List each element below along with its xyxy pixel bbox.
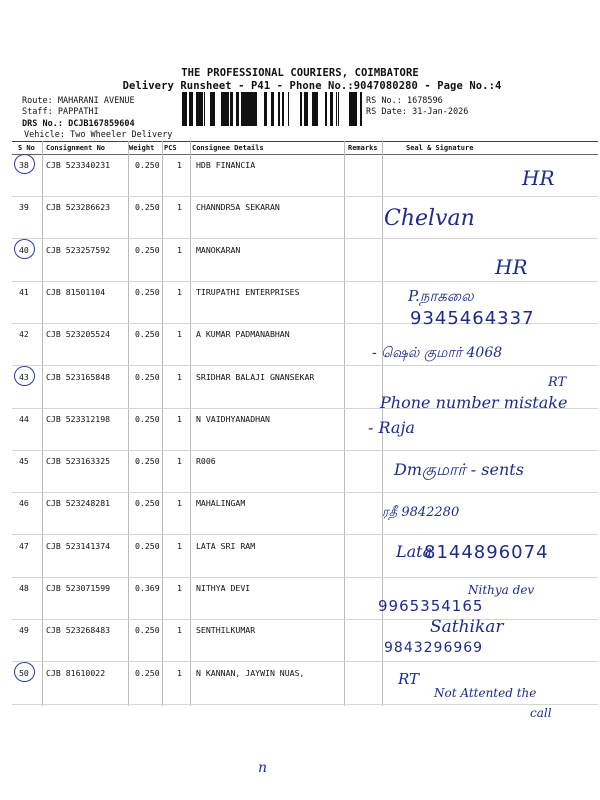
rs-no-label: RS No.:: [366, 96, 402, 106]
barcode-bar: [182, 92, 184, 126]
barcode-bar: [230, 92, 233, 126]
barcode-bar: [354, 92, 357, 126]
barcode-bar: [338, 92, 339, 126]
table-row: [12, 196, 598, 239]
col-consignment: Consignment No: [46, 144, 106, 152]
barcode-bar: [250, 92, 253, 126]
vehicle-value: Two Wheeler Delivery: [70, 130, 173, 140]
col-seal: Seal & Signature: [406, 144, 474, 152]
hw-row47-name: Lata: [396, 542, 433, 561]
table-row: [12, 619, 598, 662]
hw-row43-note: Phone number mistake: [380, 393, 568, 412]
hw-row49-name: Sathikar: [430, 617, 504, 637]
row-sno: 39: [19, 202, 29, 213]
table-row: [12, 366, 598, 409]
row-consignment-no: CJB 523141374: [46, 540, 111, 551]
barcode-bar: [351, 92, 352, 126]
barcode-bar: [204, 92, 205, 126]
row-consignment-no: CJB 81501104: [46, 286, 106, 297]
barcode-bar: [249, 92, 250, 126]
hw-row48-phone: 9965354165: [378, 597, 484, 615]
row-pcs: 1: [177, 625, 182, 636]
row-consignment-no: CJB 523163325: [46, 456, 111, 467]
barcode-bar: [186, 92, 187, 126]
row-consignment-no: CJB 523268483: [46, 625, 111, 636]
drs-value: DCJB167859604: [68, 119, 135, 129]
hw-row50-note-2: call: [530, 706, 552, 720]
row-pcs: 1: [177, 160, 182, 170]
row-consignee: SENTHILKUMAR: [196, 625, 256, 636]
barcode-bar: [283, 92, 284, 126]
table-row: [12, 154, 598, 197]
row-weight: 0.250: [135, 244, 160, 255]
hw-row41-phone: 9345464337: [410, 308, 535, 329]
row-sno: 40: [19, 244, 29, 255]
hw-row39: Chelvan: [384, 206, 475, 231]
rs-date-value: 31-Jan-2026: [412, 107, 469, 117]
staff-line: [22, 107, 99, 117]
rs-no-line: [366, 96, 443, 106]
route-value: MAHARANI AVENUE: [57, 96, 135, 106]
rs-date-line: [366, 107, 468, 117]
barcode-bar: [192, 92, 193, 126]
hw-row49-phone: 9843296969: [384, 640, 484, 656]
row-weight: 0.250: [135, 286, 160, 297]
barcode-bar: [360, 92, 361, 126]
route-label: Route:: [22, 96, 53, 106]
barcode-bar: [213, 92, 215, 126]
barcode-bar: [271, 92, 274, 126]
row-consignee: CHANNDR5A SEKARAN: [196, 202, 280, 213]
row-weight: 0.250: [135, 413, 160, 424]
row-pcs: 1: [177, 456, 182, 467]
row-consignee: TIRUPATHI ENTERPRISES: [196, 286, 300, 297]
barcode-bar: [201, 92, 203, 126]
hw-row38: HR: [522, 166, 555, 190]
row-consignment-no: CJB 523165848: [46, 371, 111, 382]
row-weight: 0.250: [135, 540, 160, 551]
company-title: THE PROFESSIONAL COURIERS, COIMBATORE: [181, 67, 419, 79]
table-row: [12, 535, 598, 578]
sno-circle-mark: [14, 662, 35, 682]
barcode: [182, 92, 362, 126]
barcode-bar: [288, 92, 289, 126]
barcode-bar: [198, 92, 201, 126]
row-sno: 50: [19, 667, 29, 678]
row-consignee: R006: [196, 456, 216, 467]
row-consignee: A KUMAR PADMANABHAN: [196, 329, 290, 340]
barcode-bar: [278, 92, 280, 126]
barcode-bar: [253, 92, 255, 126]
col-pcs: PCS: [164, 144, 177, 152]
hw-row48-name: Nithya dev: [468, 583, 535, 597]
barcode-bar: [352, 92, 354, 126]
row-sno: 41: [19, 286, 29, 297]
row-consignee: N VAIDHYANADHAN: [196, 413, 270, 424]
rs-date-label: RS Date:: [366, 107, 407, 117]
row-consignee: HDB FINANCIA: [196, 160, 256, 170]
barcode-bar: [315, 92, 318, 126]
row-pcs: 1: [177, 413, 182, 424]
drs-label: DRS No.:: [22, 119, 63, 129]
barcode-bar: [189, 92, 192, 126]
table-row: [12, 323, 598, 366]
row-weight: 0.250: [135, 625, 160, 636]
barcode-bar: [282, 92, 283, 126]
row-sno: 47: [19, 540, 29, 551]
row-pcs: 1: [177, 667, 182, 678]
sno-circle-mark: [14, 366, 35, 386]
hw-row44: - Raja: [368, 418, 415, 437]
hw-row42: - ஷெல் குமார் 4068: [372, 345, 503, 361]
row-weight: 0.250: [135, 160, 160, 170]
barcode-bar: [361, 92, 362, 126]
barcode-bar: [223, 92, 226, 126]
hw-row46: ரதீ 9842280: [382, 505, 460, 520]
row-sno: 45: [19, 456, 29, 467]
row-pcs: 1: [177, 286, 182, 297]
row-sno: 38: [19, 160, 29, 170]
table-row: [12, 450, 598, 493]
hw-row50-note: Not Attented the: [434, 686, 537, 700]
row-consignee: MAHALINGAM: [196, 498, 246, 509]
row-pcs: 1: [177, 202, 182, 213]
row-sno: 42: [19, 329, 29, 340]
row-consignment-no: CJB 523071599: [46, 583, 111, 593]
barcode-bar: [241, 92, 243, 126]
row-weight: 0.250: [135, 498, 160, 509]
barcode-bar: [196, 92, 198, 126]
row-consignment-no: CJB 81610022: [46, 667, 106, 678]
row-pcs: 1: [177, 329, 182, 340]
barcode-bar: [243, 92, 246, 126]
hw-row41-name: P.நாகலை: [408, 287, 474, 305]
drs-line: [22, 119, 135, 129]
table-row: [12, 239, 598, 282]
barcode-bar: [221, 92, 223, 126]
hw-row50-initials: RT: [398, 670, 420, 688]
barcode-bar: [236, 92, 239, 126]
row-pcs: 1: [177, 371, 182, 382]
runsheet-title: Delivery Runsheet - P41 - Phone No.:9047080280 - Page No.:4: [122, 80, 502, 92]
row-consignment-no: CJB 523205524: [46, 329, 111, 340]
row-consignee: MANOKARAN: [196, 244, 241, 255]
row-consignment-no: CJB 523340231: [46, 160, 111, 170]
row-weight: 0.369: [135, 583, 160, 593]
row-pcs: 1: [177, 244, 182, 255]
row-consignee: LATA SRI RAM: [196, 540, 256, 551]
barcode-bar: [349, 92, 351, 126]
row-pcs: 1: [177, 498, 182, 509]
barcode-bar: [305, 92, 308, 126]
hw-row47-phone: 8144896074: [424, 542, 549, 563]
hw-row45: Dmகுமார் - sents: [394, 460, 524, 479]
vehicle-line: [24, 130, 172, 140]
row-consignment-no: CJB 523312198: [46, 413, 111, 424]
barcode-bar: [325, 92, 327, 126]
hw-row43-initials: RT: [548, 375, 567, 390]
vehicle-label: Vehicle:: [24, 130, 65, 140]
row-weight: 0.250: [135, 202, 160, 213]
route-line: [22, 96, 135, 106]
col-consignee: Consignee Details: [192, 144, 264, 152]
barcode-bar: [330, 92, 333, 126]
table-row: [12, 408, 598, 451]
sno-circle-mark: [14, 239, 35, 259]
barcode-bar: [210, 92, 212, 126]
row-pcs: 1: [177, 583, 182, 593]
barcode-bar: [312, 92, 315, 126]
table-row: [12, 492, 598, 535]
row-weight: 0.250: [135, 371, 160, 382]
barcode-bar: [226, 92, 229, 126]
hw-row40: HR: [495, 255, 528, 279]
staff-value: PAPPATHI: [57, 107, 99, 117]
row-sno: 49: [19, 625, 29, 636]
barcode-bar: [264, 92, 267, 126]
row-weight: 0.250: [135, 329, 160, 340]
barcode-bar: [300, 92, 302, 126]
table-row: [12, 662, 598, 705]
staff-label: Staff:: [22, 107, 53, 117]
col-weight: Weight: [129, 144, 155, 152]
row-consignee: NITHYA DEVI: [196, 583, 251, 593]
row-weight: 0.250: [135, 456, 160, 467]
barcode-bar: [212, 92, 213, 126]
row-pcs: 1: [177, 540, 182, 551]
barcode-bar: [246, 92, 249, 126]
barcode-bar: [184, 92, 186, 126]
table-row: [12, 281, 598, 324]
row-consignee: N KANNAN, JAYWIN NUAS,: [196, 667, 305, 678]
sno-circle-mark: [14, 154, 35, 174]
row-consignment-no: CJB 523248281: [46, 498, 111, 509]
col-remarks: Remarks: [348, 144, 378, 152]
col-sno: S No: [18, 144, 35, 152]
hw-bottom-mark: n: [258, 760, 268, 776]
row-consignment-no: CJB 523257592: [46, 244, 111, 255]
rs-no-value: 1678596: [406, 96, 443, 106]
row-sno: 43: [19, 371, 29, 382]
row-sno: 46: [19, 498, 29, 509]
row-sno: 44: [19, 413, 29, 424]
table-row: [12, 577, 598, 620]
barcode-bar: [255, 92, 257, 126]
row-consignee: SRIDHAR BALAJI GNANSEKAR: [196, 371, 315, 382]
row-consignment-no: CJB 523286623: [46, 202, 111, 213]
row-weight: 0.250: [135, 667, 160, 678]
barcode-bar: [336, 92, 337, 126]
row-sno: 48: [19, 583, 29, 593]
barcode-bar: [304, 92, 305, 126]
